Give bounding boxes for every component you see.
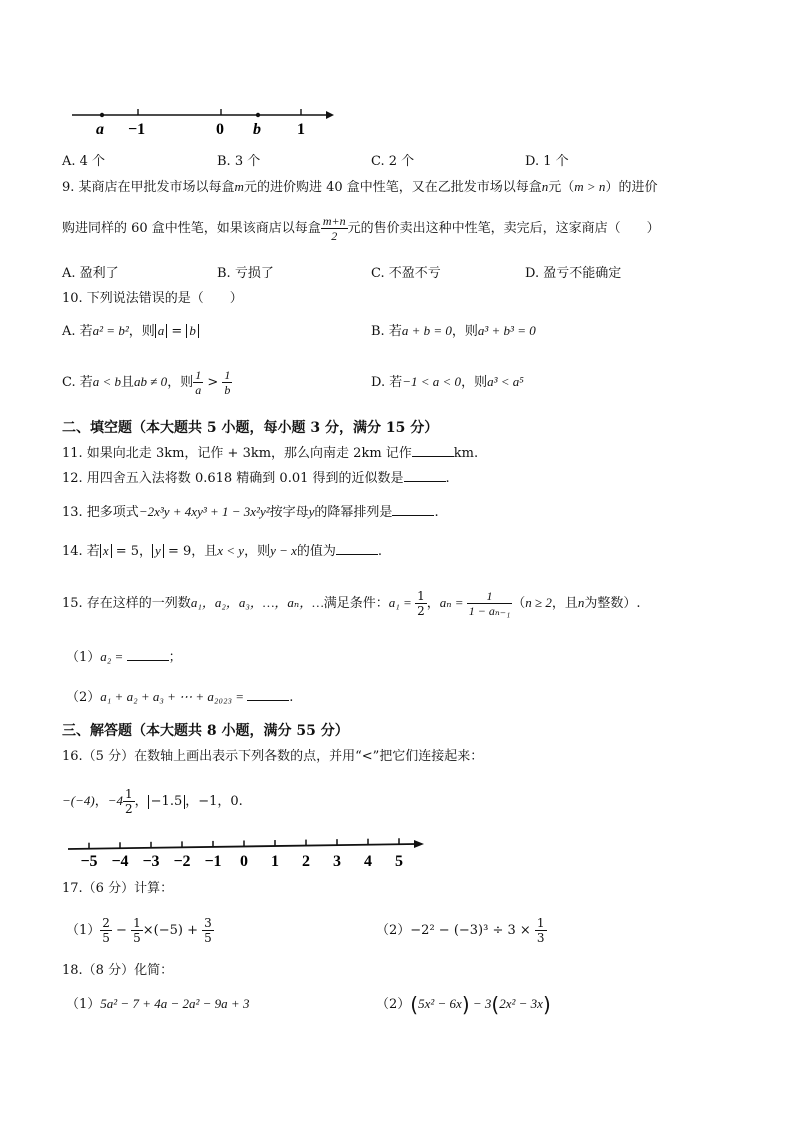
answer-blank: [404, 469, 446, 482]
q10-option-b: B. 若a + b = 0，则a³ + b³ = 0: [371, 323, 536, 339]
q10-option-c: C. 若a < b且ab ≠ 0，则 $\frac{1}{a}$ > $\frac{1}{b}$: [62, 368, 231, 397]
q15-part2: （2）a₁ + a₂ + a₃ + ⋯ + a₂₀₂₃ = .: [66, 689, 294, 705]
q10-option-a: A. 若a² = b²，则 a = b: [62, 322, 199, 341]
label-a: a: [96, 121, 104, 138]
tick-label: 1: [271, 853, 279, 870]
point-b: [256, 113, 260, 117]
point-a: [100, 113, 104, 117]
answer-blank: [247, 688, 289, 701]
tick-label: 5: [395, 853, 403, 870]
axis-arrow: [326, 111, 334, 119]
q18-part2: （2）(5x² − 6x) − 3(2x² − 3x): [376, 992, 551, 1017]
q9-fraction: $\frac{m+n}{2}$: [322, 214, 346, 243]
q9-line1: 9. 某商店在甲批发市场以每盒m元的进价购进 40 盒中性笔，又在乙批发市场以每盒n元（m > n）的进价: [62, 179, 658, 195]
q16-number-line: [64, 835, 434, 871]
tick-label: −2: [173, 853, 191, 870]
answer-blank: [127, 648, 169, 661]
q12: 12. 用四舍五入法将数 0.618 精确到 0.01 得到的近似数是 .: [62, 471, 450, 486]
axis-arrow: [414, 840, 424, 848]
tick-label: −1: [204, 853, 222, 870]
tick-label: 3: [333, 853, 341, 870]
q11: 11. 如果向北走 3km，记作 + 3km，那么向南走 2km 记作 km.: [62, 446, 479, 461]
tick-label: 0: [240, 853, 248, 870]
q10-option-d: D. 若−1 < a < 0，则a³ < a⁵: [371, 374, 524, 390]
q9-option-c: C. 不盈不亏: [371, 266, 441, 281]
q9-option-b: B. 亏损了: [217, 266, 274, 281]
tick-label: 4: [364, 853, 372, 870]
q16-numbers: −(−4)，−4 $\frac{1}{2}$ ， −1.5 ，−1，0.: [62, 787, 243, 816]
q15-part1: （1）a₂ = ；: [66, 649, 182, 665]
tick-label: −4: [111, 853, 129, 870]
tick-label: −3: [142, 853, 160, 870]
q8-option-c: C. 2 个: [371, 154, 415, 169]
q10-stem: 10. 下列说法错误的是（ ）: [62, 291, 243, 306]
q15: 15. 存在这样的一列数a₁，a₂，a₃，…，aₙ，…满足条件：a₁ = $\frac{1}{2}$ ，aₙ = $\frac{1}{\text{1 − aₙ₋₁}}$ （n ≥ 2，且n为整数）.: [62, 589, 641, 618]
label-b: b: [253, 121, 261, 138]
q18: 18.（8 分）化简：: [62, 963, 174, 978]
tick-label: −5: [80, 853, 98, 870]
q9-option-d: D. 盈亏不能确定: [525, 266, 622, 281]
q17-part1: （1） $\frac{2}{5}$ − $\frac{1}{5}$ ×(−5) + $\frac{3}{5}$: [66, 916, 212, 945]
answer-blank: [392, 503, 434, 516]
section3-heading: 三、解答题（本大题共 8 小题，满分 55 分）: [62, 723, 349, 739]
q17-part2: （2）−2² − (−3)³ ÷ 3 × $\frac{1}{3}$: [376, 916, 545, 945]
q8-option-d: D. 1 个: [525, 154, 569, 169]
q17: 17.（6 分）计算：: [62, 881, 174, 896]
q8-option-b: B. 3 个: [217, 154, 261, 169]
q8-option-a: A. 4 个: [62, 154, 106, 169]
q18-part1: （1）5a² − 7 + 4a − 2a² − 9a + 3: [66, 996, 250, 1012]
label-1: 1: [297, 121, 305, 138]
section2-heading: 二、填空题（本大题共 5 小题，每小题 3 分，满分 15 分）: [62, 420, 439, 436]
answer-blank: [412, 444, 454, 457]
q16: 16.（5 分）在数轴上画出表示下列各数的点，并用“<”把它们连接起来：: [62, 749, 484, 764]
q14: 14. 若 x = 5， y = 9，且x < y，则y − x的值为 .: [62, 543, 383, 559]
label-0: 0: [216, 121, 224, 138]
q8-number-line: [68, 104, 338, 140]
answer-blank: [336, 542, 378, 555]
tick-label: 2: [302, 853, 310, 870]
q9-option-a: A. 盈利了: [62, 266, 119, 281]
label-neg1: −1: [128, 121, 146, 138]
q13: 13. 把多项式−2x³y + 4xy³ + 1 − 3x²y²按字母y的降幂排列是 .: [62, 504, 439, 520]
q9-line2: 购进同样的 60 盒中性笔，如果该商店以每盒 $\frac{m+n}{2}$ 元的售价卖出这种中性笔，卖完后，这家商店（ ）: [62, 214, 660, 243]
